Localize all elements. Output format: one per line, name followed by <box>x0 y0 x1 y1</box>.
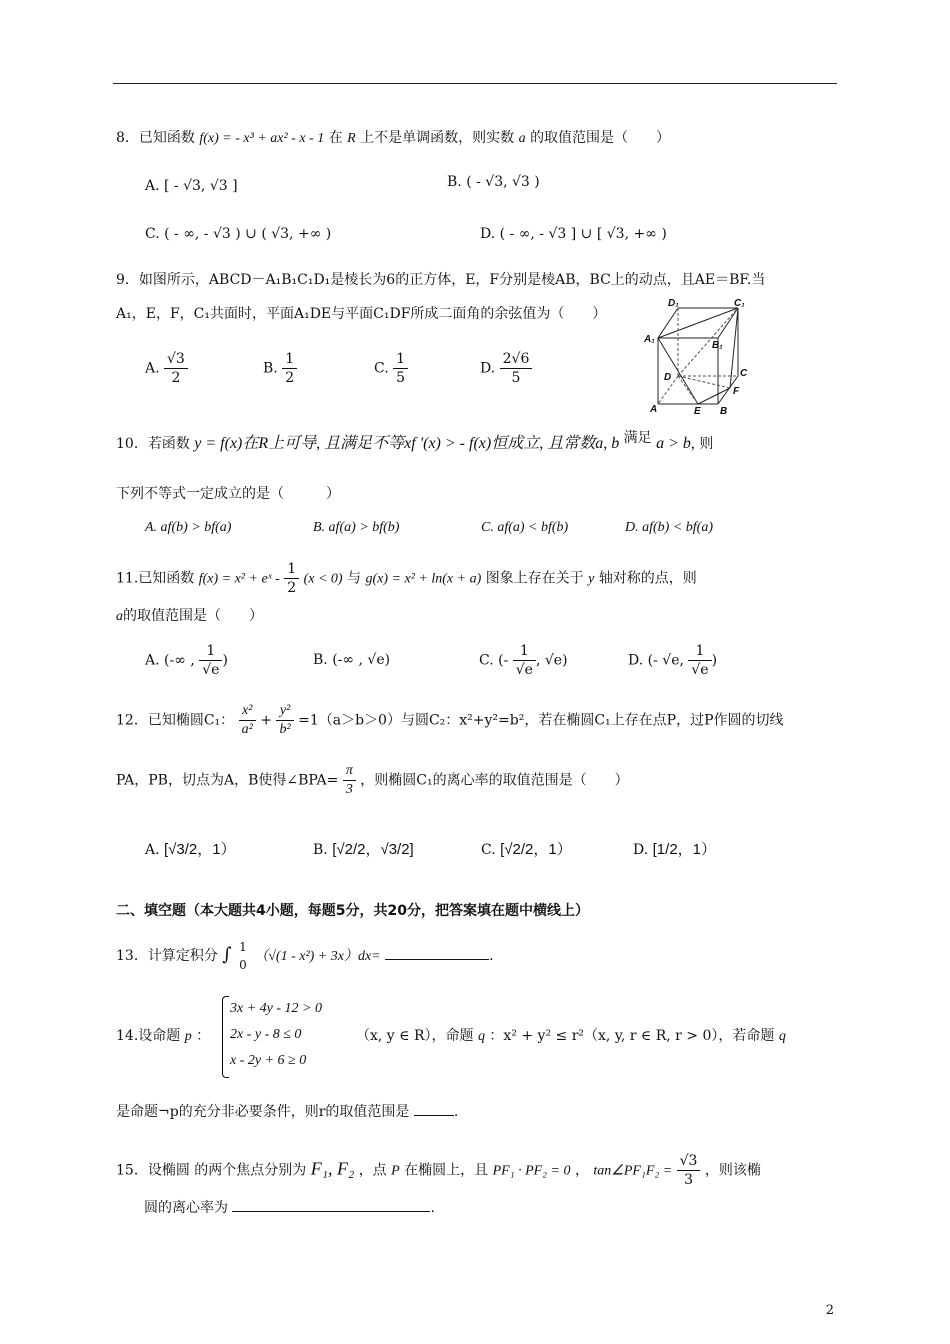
q11-c-fraction <box>513 642 536 679</box>
q12-b-value: [√2/2，√3/2] <box>332 841 414 858</box>
q12-option-c[interactable] <box>481 840 572 860</box>
q9-d-num: 2√6 <box>500 350 533 369</box>
q9-c-num: 1 <box>393 350 408 369</box>
question-10 <box>116 428 713 454</box>
q14-p: p <box>184 1029 192 1044</box>
q13-integrand: （√(1 - x²) + 3x）dx= <box>254 949 381 964</box>
q11-c-left: C. (- <box>479 652 509 669</box>
q13-stem: 13．计算定积分 <box>116 948 218 964</box>
q14-domain: （x, y ∈ R），命题 <box>356 1028 474 1044</box>
section-2-heading: 二、填空题（本大题共4小题，每题5分，共20分，把答案填在题中横线上） <box>116 903 589 919</box>
q12-y-num: y² <box>276 702 293 721</box>
q15-line2-text: 圆的离心率为 <box>144 1200 228 1216</box>
q11-option-d[interactable] <box>628 642 717 679</box>
question-10-line2: 下列不等式一定成立的是（ ） <box>116 486 340 502</box>
q11-a-den: √e <box>202 662 220 678</box>
q8-stem: 8．已知函数 <box>116 130 195 146</box>
question-14 <box>116 1026 210 1047</box>
label-a: A <box>650 404 658 415</box>
question-15-line2 <box>144 1198 435 1218</box>
q10-stem: 10．若函数 <box>116 436 190 452</box>
q12-x-den: a² <box>241 722 253 737</box>
q12-stem-b: =1（a＞b＞0）与圆C₂：x²+y²=b²，若在椭圆C₁上存在点P，过P作圆的切线 <box>298 712 784 729</box>
label-c1: C₁ <box>734 298 745 309</box>
q10-ab: a > b, <box>656 435 695 452</box>
q13-answer-blank[interactable] <box>385 959 489 960</box>
q15-stem: 15．设椭圆 的两个焦点分别为 <box>116 1162 307 1179</box>
q11-a-right: ) <box>222 652 228 669</box>
q14-system-brace <box>222 996 229 1078</box>
question-13 <box>116 938 494 974</box>
q14-q: q <box>477 1029 485 1044</box>
question-14-line2 <box>116 1102 458 1122</box>
q9-option-c[interactable] <box>374 350 408 387</box>
q15-stem-b: ，点 <box>358 1162 387 1179</box>
q13-integral-sign: ∫ <box>222 944 232 965</box>
q15-tail: . <box>430 1200 435 1216</box>
q11-g: g(x) = x² + ln(x + a) <box>365 571 482 587</box>
q12-x-fraction <box>239 702 256 739</box>
q9-option-d[interactable] <box>480 350 532 387</box>
q11-c-num: 1 <box>513 642 536 661</box>
q8-option-a[interactable]: A. [ - √3, √3 ] <box>145 178 238 194</box>
q12-d-value: [1/2，1） <box>652 841 717 858</box>
page-number: 2 <box>825 1303 834 1318</box>
label-b: B <box>720 406 728 417</box>
q8-stem-b: 在 <box>328 130 343 146</box>
q9-b-num: 1 <box>282 350 297 369</box>
q14-q2: q <box>778 1029 786 1044</box>
q12-a-value: [√3/2，1） <box>164 841 236 858</box>
q14-ineq-1: 3x + 4y - 12 > 0 <box>230 1001 322 1016</box>
q14-answer-blank[interactable] <box>414 1115 454 1116</box>
q11-a-num: 1 <box>199 642 222 661</box>
q13-tail: . <box>489 948 494 964</box>
q9-a-label: A. <box>145 360 160 377</box>
q14-line2-text: 是命题¬p的充分非必要条件，则r的取值范围是 <box>116 1104 410 1120</box>
q8-option-d[interactable]: D. ( - ∞, - √3 ] ∪ [ √3, +∞ ) <box>480 226 667 242</box>
q9-c-label: C. <box>374 360 389 377</box>
q11-d-right: ) <box>711 652 718 669</box>
question-14-rest <box>356 1026 786 1047</box>
q15-stem-d: ， <box>574 1162 589 1179</box>
q15-foci: F₁, F₂ <box>310 1158 355 1179</box>
question-12 <box>116 702 784 739</box>
q11-f: f(x) = x² + eˣ - <box>198 571 280 587</box>
q14-tail: . <box>453 1104 459 1120</box>
q12-c-value: [√2/2，1） <box>500 841 572 858</box>
q14-system <box>230 996 322 1074</box>
q12-line2-a: PA，PB，切点为A，B使得∠BPA= <box>116 772 339 789</box>
q12-c-label: C. <box>481 842 496 858</box>
q12-x-num: x² <box>239 702 256 721</box>
q8-stem-d: 的取值范围是（ ） <box>530 130 671 146</box>
q10-option-d[interactable]: D. af(b) < bf(a) <box>625 520 713 535</box>
q11-option-b[interactable]: B. (-∞ , √e) <box>313 652 391 668</box>
question-12-line2 <box>116 762 629 799</box>
q9-d-fraction <box>500 350 533 387</box>
q10-option-a[interactable]: A. af(b) > bf(a) <box>145 520 232 535</box>
q11-option-a[interactable] <box>145 642 228 679</box>
q11-d-den: √e <box>691 662 709 678</box>
label-b1: B₁ <box>712 340 723 351</box>
label-f: F <box>733 386 740 397</box>
q9-option-b[interactable] <box>263 350 297 387</box>
q11-and: 与 <box>347 570 362 587</box>
q8-var: a <box>518 131 526 146</box>
q15-dot-product: PF₁ · PF₂ = 0 <box>492 1163 571 1179</box>
q14-ineq-2: 2x - y - 8 ≤ 0 <box>230 1027 302 1042</box>
q11-d-num: 1 <box>688 642 711 661</box>
q9-c-fraction <box>393 350 408 387</box>
q11-stem-c: 图象上存在关于 <box>485 570 584 587</box>
question-8 <box>116 128 670 149</box>
q9-option-a[interactable] <box>145 350 188 387</box>
q11-stem-d: 轴对称的点，则 <box>598 570 697 587</box>
q11-f-fraction <box>284 560 299 597</box>
q15-answer-blank[interactable] <box>232 1211 430 1212</box>
q9-a-den: 2 <box>171 370 181 386</box>
q11-line2-text: 的取值范围是（ ） <box>123 608 263 624</box>
question-9-line2: A₁，E，F，C₁共面时，平面A₁DE与平面C₁DF所成二面角的余弦值为（ ） <box>116 306 607 322</box>
q12-b-label: B. <box>313 842 328 858</box>
q12-option-b[interactable] <box>313 840 414 860</box>
q12-pi-fraction <box>343 762 356 799</box>
label-d1: D₁ <box>668 298 679 309</box>
question-11 <box>116 560 697 597</box>
question-11-line2 <box>116 606 263 627</box>
q9-b-label: B. <box>263 360 278 377</box>
q12-stem: 12．已知椭圆C₁： <box>116 712 235 729</box>
q10-option-c[interactable]: C. af(a) < bf(b) <box>481 520 569 535</box>
q14-stem: 14.设命题 <box>116 1028 181 1044</box>
q12-pi-den: 3 <box>345 782 353 797</box>
q8-option-c[interactable]: C. ( - ∞, - √3 ) ∪ ( √3, +∞ ) <box>145 226 332 242</box>
q11-d-left: D. (- √e, <box>628 652 684 669</box>
q15-point: P <box>391 1163 400 1179</box>
q11-f-domain: (x < 0) <box>303 571 343 587</box>
header-rule <box>113 83 837 84</box>
question-9-line1: 9．如图所示，ABCD－A₁B₁C₁D₁是棱长为6的正方体，E，F分别是棱AB，BC上的动点，且AE＝BF.当 <box>116 272 766 288</box>
q13-limits <box>236 938 250 974</box>
q11-var: a <box>116 609 123 624</box>
q8-option-b[interactable]: B. ( - √3, √3 ) <box>447 174 540 190</box>
q11-d-fraction <box>688 642 711 679</box>
cube-figure <box>640 296 770 418</box>
label-c: C <box>740 368 748 379</box>
q14-q-def: ：x² + y² ≤ r²（x, y, r ∈ R, r > 0），若命题 <box>489 1028 775 1044</box>
q10-option-b[interactable]: B. af(a) > bf(b) <box>313 520 400 535</box>
q15-tan-den: 3 <box>684 1172 694 1188</box>
q13-lower: 0 <box>239 958 247 972</box>
q8-function: f(x) = - x³ + ax² - x - 1 <box>199 131 325 146</box>
q11-f-num: 1 <box>284 560 299 579</box>
q9-a-fraction <box>164 350 188 387</box>
q9-b-fraction <box>282 350 297 387</box>
q15-tan-fraction <box>677 1152 701 1189</box>
q9-d-den: 5 <box>511 370 521 386</box>
q12-y-fraction <box>276 702 293 739</box>
label-d: D <box>664 372 672 383</box>
q12-plus: + <box>260 712 272 729</box>
q8-set: R <box>347 131 356 146</box>
q15-stem-c: 在椭圆上，且 <box>404 1162 489 1179</box>
q10-condition: y = f(x)在R上可导, 且满足不等xf '(x) > - f(x)恒成立, 且常数a, b <box>194 435 620 452</box>
q9-b-den: 2 <box>285 370 295 386</box>
q8-stem-c: 上不是单调函数，则实数 <box>360 130 515 146</box>
q12-option-d[interactable] <box>633 840 716 860</box>
q15-tan-num: √3 <box>677 1152 701 1171</box>
question-15 <box>116 1152 761 1189</box>
q11-a-fraction <box>199 642 222 679</box>
q9-a-num: √3 <box>164 350 188 369</box>
q12-a-label: A. <box>145 842 160 858</box>
q11-f-den: 2 <box>287 580 297 596</box>
q11-a-left: A. (-∞ , <box>145 652 195 669</box>
q9-d-label: D. <box>480 360 496 377</box>
q12-y-den: b² <box>279 722 291 737</box>
q11-c-right: , √e) <box>535 652 568 669</box>
q12-d-label: D. <box>633 842 649 858</box>
q11-stem: 11.已知函数 <box>116 570 195 587</box>
q11-option-c[interactable] <box>479 642 568 679</box>
q15-stem-e: ，则该椭 <box>704 1162 761 1179</box>
label-a1: A₁ <box>644 334 655 345</box>
q14-colon: ： <box>196 1028 211 1044</box>
q9-c-den: 5 <box>396 370 406 386</box>
q14-ineq-3: x - 2y + 6 ≥ 0 <box>230 1053 307 1068</box>
q10-stem-c: 满足 <box>623 430 652 446</box>
label-e: E <box>694 406 701 417</box>
q12-option-a[interactable] <box>145 840 236 860</box>
q10-stem-e: 则 <box>699 436 714 452</box>
q11-c-den: √e <box>515 662 533 678</box>
q13-upper: 1 <box>239 940 247 954</box>
q15-tan: tan∠PF₁F₂ = <box>593 1163 673 1179</box>
q11-axis: y <box>588 571 595 587</box>
q12-pi-num: π <box>343 762 356 781</box>
q12-line2-b: ，则椭圆C₁的离心率的取值范围是（ ） <box>360 772 629 789</box>
